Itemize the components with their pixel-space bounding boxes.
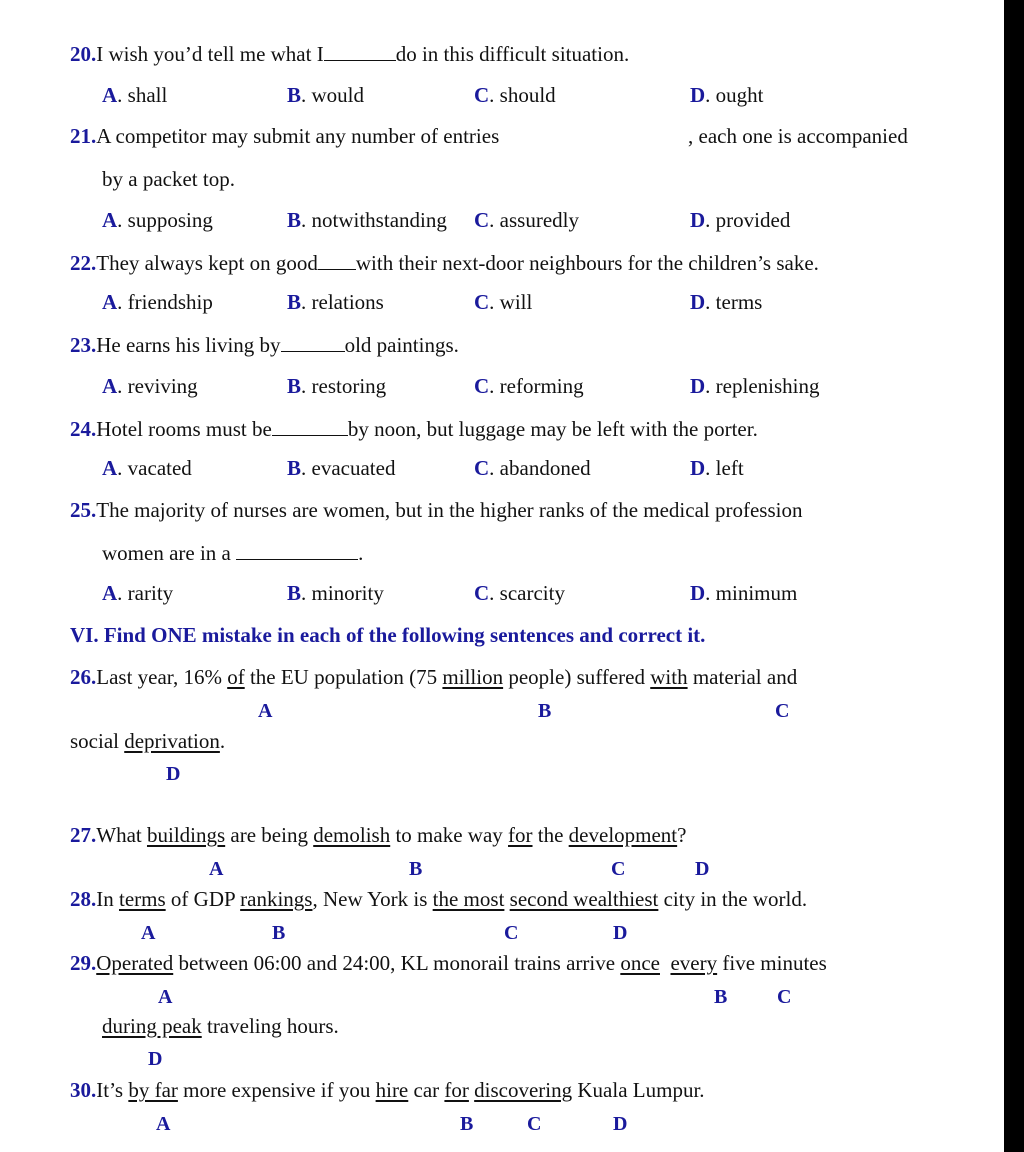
- question-28: 28.In terms of GDP rankings, New York is the most second wealthiest city in the world.: [70, 887, 808, 911]
- option-b[interactable]: B. minority: [287, 581, 384, 605]
- question-text: old paintings.: [344, 333, 459, 357]
- option-b[interactable]: B. restoring: [287, 374, 387, 398]
- option-c[interactable]: C. scarcity: [474, 581, 565, 605]
- underlined-c: every: [670, 951, 718, 975]
- label-b[interactable]: B: [714, 986, 728, 1008]
- label-d[interactable]: D: [613, 1113, 628, 1135]
- underlined-c: for: [444, 1078, 469, 1102]
- question-26: 26.Last year, 16% of the EU population (75 million people) suffered with material and: [70, 665, 798, 689]
- option-b[interactable]: B. relations: [287, 290, 384, 314]
- label-a[interactable]: A: [209, 858, 224, 880]
- label-a[interactable]: A: [158, 986, 173, 1008]
- label-c[interactable]: C: [777, 986, 792, 1008]
- label-a[interactable]: A: [141, 922, 156, 944]
- question-number: 24.: [70, 417, 97, 441]
- section-heading: VI. Find ONE mistake in each of the following sentences and correct it.: [70, 623, 706, 647]
- option-c[interactable]: C. reforming: [474, 374, 584, 398]
- question-number: 22.: [70, 251, 97, 275]
- underlined-b: demolish: [313, 823, 391, 847]
- option-d[interactable]: D. replenishing: [690, 374, 820, 398]
- label-b[interactable]: B: [460, 1113, 474, 1135]
- label-b[interactable]: B: [272, 922, 286, 944]
- option-b[interactable]: B. would: [287, 83, 365, 107]
- option-b[interactable]: B. notwithstanding: [287, 208, 447, 232]
- label-c[interactable]: C: [504, 922, 519, 944]
- option-a[interactable]: A. reviving: [102, 374, 198, 398]
- label-d[interactable]: D: [166, 763, 181, 785]
- underlined-b: hire: [375, 1078, 409, 1102]
- question-text: by noon, but luggage may be left with the porter.: [347, 417, 758, 441]
- label-c[interactable]: C: [527, 1113, 542, 1135]
- question-text: He earns his living by: [96, 333, 281, 357]
- answer-blank: [272, 418, 348, 436]
- option-c[interactable]: C. abandoned: [474, 456, 591, 480]
- underlined-d: development: [568, 823, 678, 847]
- question-29-line2: during peak traveling hours.: [102, 1014, 339, 1038]
- question-text: A competitor may submit any number of entries: [96, 124, 500, 148]
- question-20: [70, 43, 629, 65]
- label-a[interactable]: A: [156, 1113, 171, 1135]
- option-a[interactable]: A. vacated: [102, 456, 192, 480]
- option-c[interactable]: C. should: [474, 83, 556, 107]
- answer-blank: [318, 252, 356, 270]
- question-text: do in this difficult situation.: [395, 42, 630, 66]
- underlined-a: Operated: [96, 951, 174, 975]
- question-24: [70, 418, 758, 440]
- underlined-a: buildings: [146, 823, 226, 847]
- question-text: Hotel rooms must be: [96, 417, 272, 441]
- underlined-a: of: [227, 665, 245, 689]
- option-b[interactable]: B. evacuated: [287, 456, 396, 480]
- question-21-continuation: , each one is accompanied: [688, 124, 908, 148]
- question-21: [70, 126, 499, 147]
- label-a[interactable]: A: [258, 700, 273, 722]
- option-d[interactable]: D. left: [690, 456, 744, 480]
- label-b[interactable]: B: [538, 700, 552, 722]
- question-25: [70, 500, 802, 521]
- question-29: 29.Operated between 06:00 and 24:00, KL monorail trains arrive once every five minutes: [70, 951, 827, 975]
- question-25-line2: women are in a .: [102, 541, 364, 565]
- underlined-c: the most: [432, 887, 505, 911]
- label-c[interactable]: C: [775, 700, 790, 722]
- underlined-a: by far: [128, 1078, 178, 1102]
- option-d[interactable]: D. minimum: [690, 581, 798, 605]
- underlined-c: for: [508, 823, 533, 847]
- underlined-a: terms: [119, 887, 166, 911]
- option-d[interactable]: D. provided: [690, 208, 791, 232]
- label-d[interactable]: D: [613, 922, 628, 944]
- underlined-b: once: [620, 951, 660, 975]
- question-number: 30.: [70, 1078, 97, 1102]
- label-d[interactable]: D: [148, 1048, 163, 1070]
- option-a[interactable]: A. rarity: [102, 581, 174, 605]
- question-23: [70, 334, 459, 356]
- question-22: [70, 252, 819, 274]
- underlined-b: rankings: [240, 887, 313, 911]
- underlined-d: second wealthiest: [509, 887, 659, 911]
- underlined-b: million: [442, 665, 504, 689]
- question-number: 21.: [70, 124, 97, 148]
- answer-blank: [236, 542, 358, 560]
- option-c[interactable]: C. will: [474, 290, 533, 314]
- label-d[interactable]: D: [695, 858, 710, 880]
- underlined-d: during peak: [102, 1014, 202, 1038]
- option-a[interactable]: A. friendship: [102, 290, 213, 314]
- option-d[interactable]: D. ought: [690, 83, 764, 107]
- question-number: 29.: [70, 951, 97, 975]
- option-a[interactable]: A. shall: [102, 83, 168, 107]
- question-30: 30.It’s by far more expensive if you hire car for discovering Kuala Lumpur.: [70, 1078, 705, 1102]
- question-number: 23.: [70, 333, 97, 357]
- question-number: 20.: [70, 42, 97, 66]
- answer-blank: [324, 43, 396, 61]
- question-number: 28.: [70, 887, 97, 911]
- question-21-line2: by a packet top.: [102, 167, 235, 191]
- option-d[interactable]: D. terms: [690, 290, 763, 314]
- underlined-d: deprivation: [124, 729, 220, 753]
- label-c[interactable]: C: [611, 858, 626, 880]
- question-text: I wish you’d tell me what I: [96, 42, 324, 66]
- question-number: 26.: [70, 665, 97, 689]
- answer-blank: [281, 334, 345, 352]
- question-27: 27.What buildings are being demolish to make way for the development?: [70, 823, 687, 847]
- underlined-c: with: [650, 665, 688, 689]
- question-text: with their next-door neighbours for the children’s sake.: [355, 251, 819, 275]
- underlined-d: discovering: [474, 1078, 573, 1102]
- option-c[interactable]: C. assuredly: [474, 208, 579, 232]
- question-26-line2: social deprivation.: [70, 729, 226, 753]
- option-a[interactable]: A. supposing: [102, 208, 213, 232]
- question-text: The majority of nurses are women, but in the higher ranks of the medical profession: [96, 498, 803, 522]
- label-b[interactable]: B: [409, 858, 423, 880]
- right-edge-bar: [1004, 0, 1024, 1152]
- question-text: They always kept on good: [96, 251, 318, 275]
- question-number: 25.: [70, 498, 97, 522]
- question-number: 27.: [70, 823, 97, 847]
